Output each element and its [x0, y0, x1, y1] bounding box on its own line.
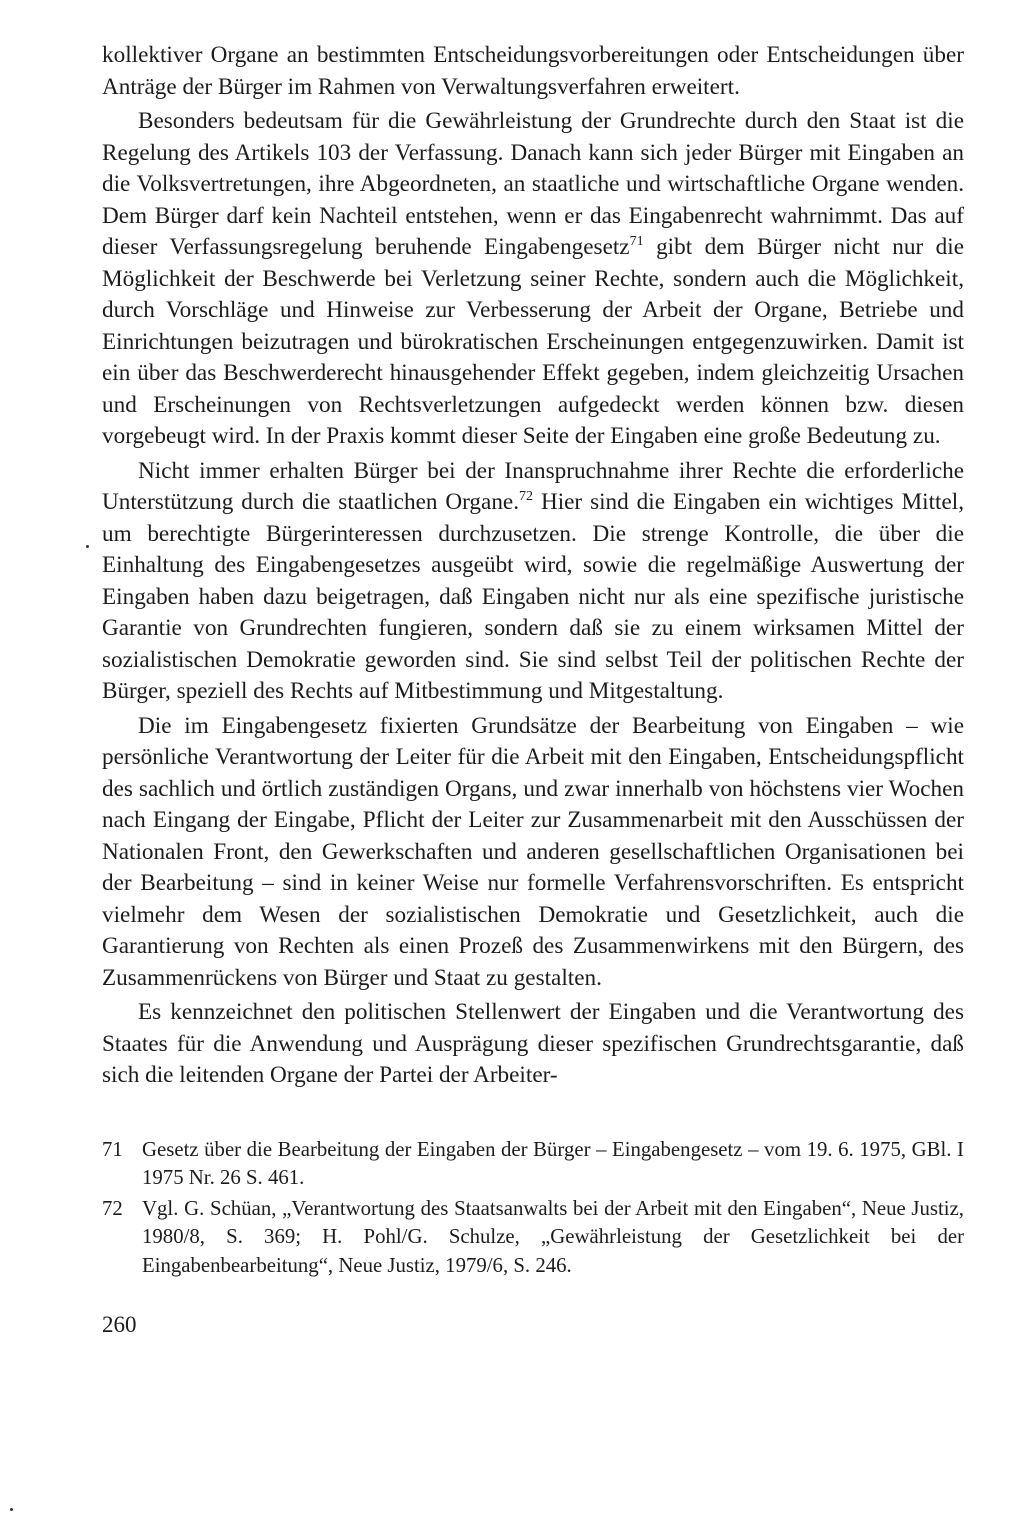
paragraph-text: Es kennzeichnet den politischen Stellenwert der Eingaben und die Verantwortung des Staates für die Anwendung und Ausprägung dieser spezifischen Grundrechtsgarantie, daß sich die leitenden Organe der Partei der Arbeiter-: [102, 999, 964, 1088]
paragraph: [102, 40, 964, 103]
footnote: [102, 1195, 964, 1281]
footnote-number: 71: [102, 1137, 123, 1161]
paragraph: [102, 997, 964, 1092]
paragraph-text: Die im Eingabengesetz fixierten Grundsätze der Bearbeitung von Eingaben – wie persönliche Verantwortung der Leiter für die Arbeit mit den Eingaben, Entscheidungspflicht des sachlich und örtlich zuständigen Organs, und zwar innerhalb von höchstens vier Wochen nach Eingang der Eingabe, Pflicht der Leiter zur Zusammenarbeit mit den Ausschüssen der Nationalen Front, den Gewerkschaften und anderen gesellschaftlichen Organisationen bei der Bearbeitung – sind in keiner Weise nur formelle Verfahrensvorschriften. Es entspricht vielmehr dem Wesen der sozialistischen Demokratie und Gesetzlichkeit, auch die Garantierung von Rechten als einen Prozeß des Zusammenwirkens mit den Bürgern, des Zusammenrückens von Bürger und Staat zu gestalten.: [102, 712, 964, 991]
book-page: [102, 40, 964, 1340]
paragraph-text: kollektiver Organe an bestimmten Entscheidungsvorbereitungen oder Entscheidungen über Anträge der Bürger im Rahmen von Verwaltungsverfahren erweitert.: [102, 42, 964, 100]
paragraph-text: Hier sind die Eingaben ein wichtiges Mittel, um berechtigte Bürgerinteressen durchzusetzen. Die strenge Kontrolle, die über die Einhaltung des Eingabengesetzes ausgeübt wird, sowie die regelmäßige Auswertung der Eingaben haben dazu beigetragen, daß Eingaben nicht nur als eine spezifische juristische Garantie von Grundrechten fungieren, sondern daß sie zu einem wirksamen Mittel der sozialistischen Demokratie geworden sind. Sie sind selbst Teil der politischen Rechte der Bürger, speziell des Rechts auf Mitbestimmung und Mitgestaltung.: [102, 489, 964, 704]
footnote-reference: 72: [519, 489, 534, 504]
paragraph-text: gibt dem Bürger nicht nur die Möglichkeit der Beschwerde bei Verletzung seiner Rechte, sondern auch die Möglichkeit, durch Vorschläge und Hinweise zur Verbesserung der Arbeit der Organe, Betriebe und Einrichtungen beizutragen und bürokratischen Erscheinungen entgegenzuwirken. Damit ist ein über das Beschwerderecht hinausgehender Effekt gegeben, indem gleichzeitig Ursachen und Erscheinungen von Rechtsverletzungen aufgedeckt werden können bzw. diesen vorgebeugt wird. In der Praxis kommt dieser Seite der Eingaben eine große Bedeutung zu.: [102, 234, 964, 449]
footnote-text: Gesetz über die Bearbeitung der Eingaben der Bürger – Eingabengesetz – vom 19. 6. 1975, GBl. I 1975 Nr. 26 S. 461.: [142, 1137, 964, 1189]
paragraph: [102, 711, 964, 995]
main-text: [102, 40, 964, 1092]
footnote-reference: 71: [629, 234, 644, 249]
footnote-text: Vgl. G. Schüan, „Verantwortung des Staatsanwalts bei der Arbeit mit den Eingaben“, Neue Justiz, 1980/8, S. 369; H. Pohl/G. Schulze, „Gewährleistung der Gesetzlichkeit bei der Eingabenbearbeitung“, Neue Justiz, 1979/6, S. 246.: [142, 1196, 964, 1277]
print-speck: [10, 1508, 13, 1511]
print-speck: [86, 545, 89, 548]
paragraph: [102, 106, 964, 453]
footnote: [102, 1136, 964, 1193]
paragraph-text: Besonders bedeutsam für die Gewährleistung der Grundrechte durch den Staat ist die Regelung des Artikels 103 der Verfassung. Danach kann sich jeder Bürger mit Eingaben an die Volksvertretungen, ihre Abgeordneten, an staatliche und wirtschaftliche Organe wenden. Dem Bürger darf kein Nachteil entstehen, wenn er das Eingabenrecht wahrnimmt. Das auf dieser Verfassungsregelung beruhende Eingabengesetz: [102, 108, 964, 260]
footnotes: [102, 1136, 964, 1281]
page-number: 260: [102, 1312, 137, 1337]
paragraph: [102, 456, 964, 708]
footnote-number: 72: [102, 1196, 123, 1220]
paragraph-text: Nicht immer erhalten Bürger bei der Inanspruchnahme ihrer Rechte die erforderliche Unterstützung durch die staatlichen Organe.: [102, 457, 964, 515]
